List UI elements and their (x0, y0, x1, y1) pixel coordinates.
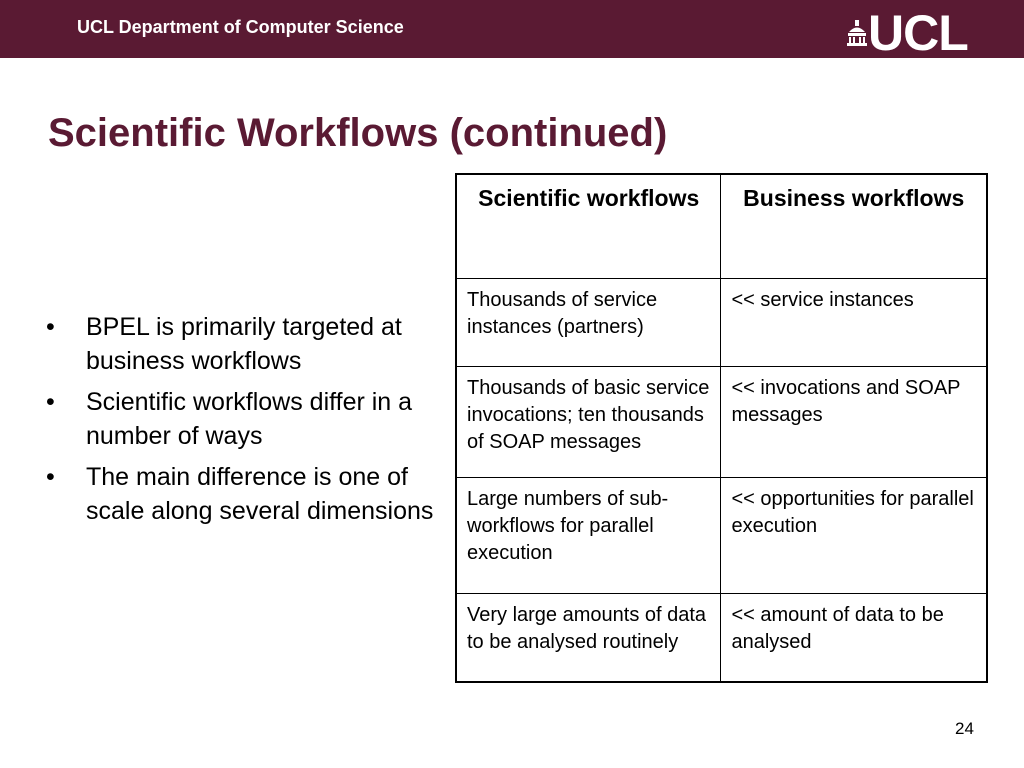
table-header-row (456, 174, 987, 279)
header-bar (0, 0, 1024, 61)
bullet-list (44, 310, 444, 535)
table-cell: Very large amounts of data to be analysed routinely (456, 594, 721, 682)
table-row (456, 279, 987, 367)
slide-number: 24 (955, 719, 974, 738)
bullet-item: • Scientific workflows differ in a number of ways (44, 385, 444, 453)
portico-dome-icon (846, 20, 868, 46)
page-title: Scientific Workflows (continued) (48, 111, 668, 155)
table-row (456, 478, 987, 594)
department-name: UCL Department of Computer Science (77, 17, 404, 37)
table-cell: << service instances (721, 279, 987, 367)
table-cell: Thousands of service instances (partners) (456, 279, 721, 367)
comparison-table (455, 173, 988, 683)
header-scientific-workflows: Scientific workflows (456, 174, 721, 279)
ucl-logo (846, 5, 996, 61)
table-cell: << invocations and SOAP messages (721, 367, 987, 478)
bullet-item: • BPEL is primarily targeted at business workflows (44, 310, 444, 378)
table-row (456, 367, 987, 478)
table-row (456, 594, 987, 682)
table-cell: << amount of data to be analysed (721, 594, 987, 682)
table-cell: Thousands of basic service invocations; ten thousands of SOAP messages (456, 367, 721, 478)
table-cell: << opportunities for parallel execution (721, 478, 987, 594)
logo-wordmark: UCL (868, 5, 968, 61)
table-cell: Large numbers of sub-workflows for parallel execution (456, 478, 721, 594)
header-business-workflows: Business workflows (721, 174, 987, 279)
bullet-item: • The main difference is one of scale along several dimensions (44, 460, 444, 528)
